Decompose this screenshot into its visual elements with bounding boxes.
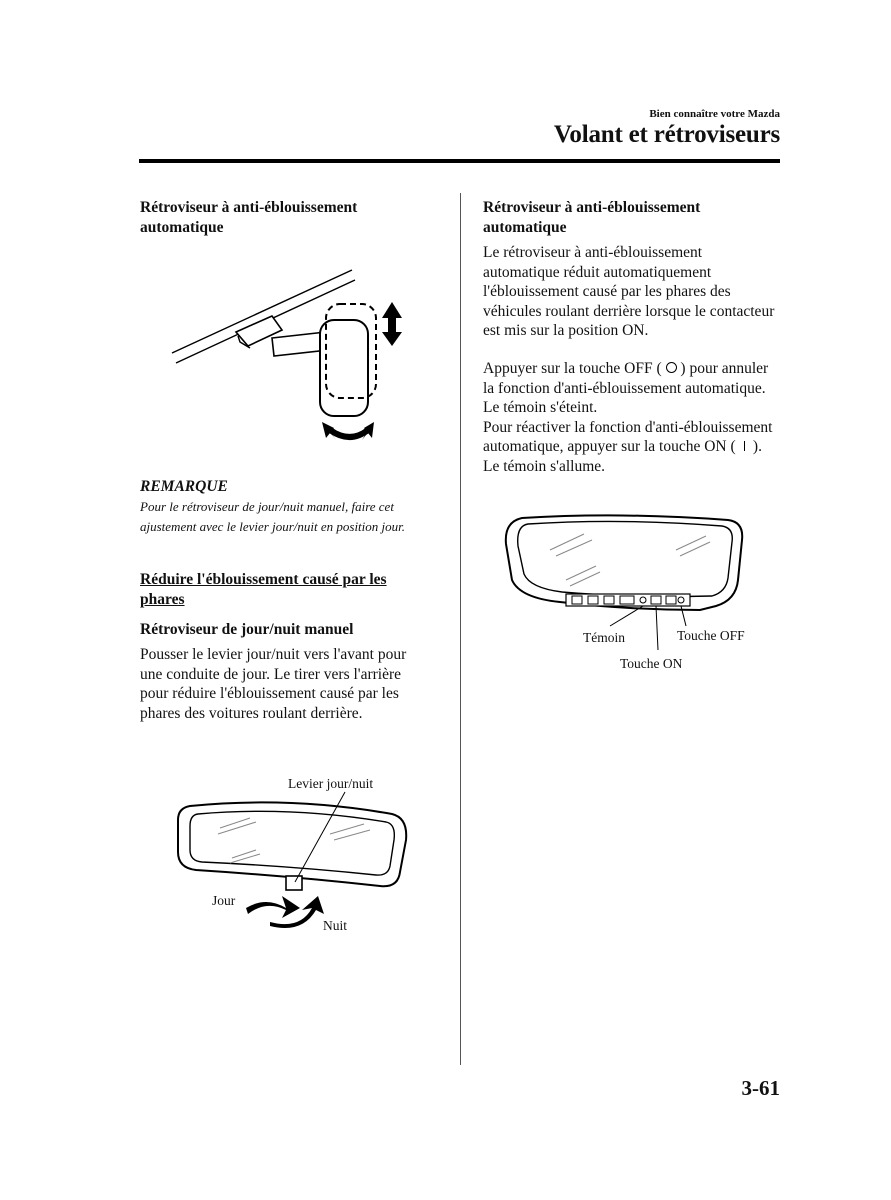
off-paragraph-start: Appuyer sur la touche OFF ( (483, 360, 662, 377)
left-heading-reduce-glare: Réduire l'éblouissement causé par les phares (140, 571, 387, 608)
on-paragraph-end: ). Le témoin s'allume. (483, 438, 762, 475)
night-label: Nuit (323, 918, 348, 933)
lever-label: Levier jour/nuit (288, 776, 374, 791)
right-heading-auto-mirror: Rétroviseur à anti-éblouissement automatique (483, 199, 701, 236)
note-text: Pour le rétroviseur de jour/nuit manuel, faire cet ajustement avec le levier jour/nuit en position jour. (140, 499, 406, 534)
off-button-label: Touche OFF (677, 628, 745, 643)
page-number: 3-61 (741, 1076, 780, 1100)
on-symbol-icon (744, 441, 746, 451)
left-heading-manual-mirror: Rétroviseur de jour/nuit manuel (140, 621, 354, 638)
indicator-label: Témoin (583, 630, 625, 645)
note-title: REMARQUE (140, 478, 228, 495)
mirror-tilt-illustration (140, 260, 440, 460)
off-symbol-icon (666, 362, 677, 373)
auto-mirror-illustration (500, 510, 760, 630)
off-paragraph-end: ) pour annuler la fonction d'anti-éblouissement automatique. Le témoin s'éteint. (483, 360, 769, 416)
column-divider (460, 193, 461, 1065)
header-rule (139, 159, 780, 163)
on-button-label: Touche ON (620, 656, 683, 671)
off-button-paragraph (483, 359, 775, 476)
left-heading-auto-mirror: Rétroviseur à anti-éblouissement automatique (140, 199, 358, 236)
manual-mirror-paragraph: Pousser le levier jour/nuit vers l'avant pour une conduite de jour. Le tirer vers l'arrière pour réduire l'éblouissement causé par les phares des voitures roulant derrière. (140, 646, 407, 722)
day-label: Jour (212, 893, 236, 908)
manual-mirror-illustration (170, 800, 410, 940)
page-title: Volant et rétroviseurs (553, 121, 780, 148)
auto-mirror-paragraph: Le rétroviseur à anti-éblouissement automatique réduit automatiquement l'éblouissement causé par les phares des véhicules roulant derrière lorsque le contacteur est mis sur la position ON. (483, 244, 775, 339)
on-paragraph-start: Pour réactiver la fonction d'anti-éblouissement automatique, appuyer sur la touche ON ( (483, 418, 773, 455)
section-label: Bien connaître votre Mazda (649, 108, 780, 120)
